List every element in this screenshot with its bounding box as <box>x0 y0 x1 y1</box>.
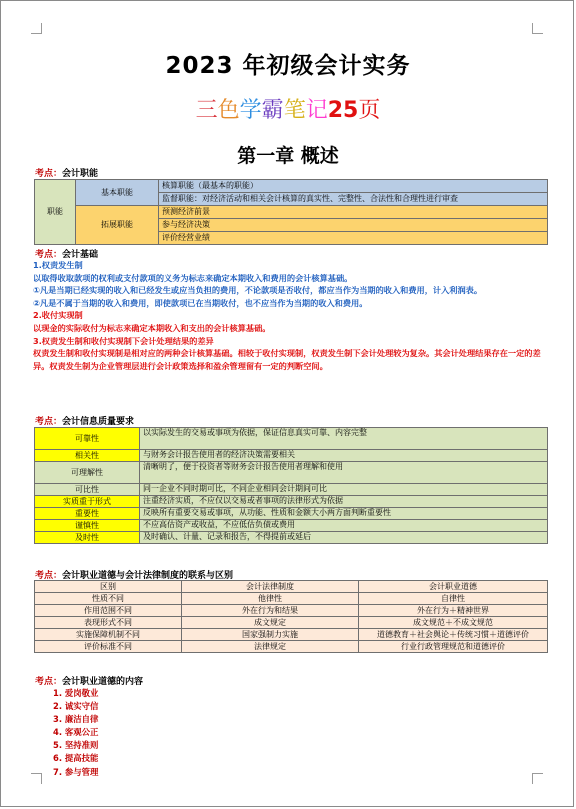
table-cell: 行业行政管理规范和道德评价 <box>359 641 548 653</box>
table-row <box>35 617 548 629</box>
quality-name: 谨慎性 <box>35 520 140 532</box>
extended-function-item: 预测经济前景 <box>159 206 548 219</box>
subtitle-char: 笔 <box>283 98 306 123</box>
quality-description: 不应高估资产或收益，不应低估负债或费用 <box>140 520 548 532</box>
table-row <box>35 428 548 450</box>
basic-function-item: 核算职能（最基本的职能） <box>159 180 548 193</box>
basis-paragraph: 以现金的实际收付为标志来确定本期收入和支出的会计核算基础。 <box>33 322 271 333</box>
quality-description: 注重经济实质，不应仅以交易或者事项的法律形式为依据 <box>140 496 548 508</box>
subtitle-char: 霸 <box>261 98 284 123</box>
ethics-law-table <box>34 580 548 653</box>
extended-function-item: 参与经济决策 <box>159 219 548 232</box>
document-title: 2023 年初级会计实务 <box>165 53 411 79</box>
table-row <box>35 532 548 544</box>
list-item: 1. 爱岗敬业 <box>53 688 99 698</box>
quality-name: 实质重于形式 <box>35 496 140 508</box>
extended-function-item: 评价经营业绩 <box>159 232 548 245</box>
quality-name: 可靠性 <box>35 428 140 450</box>
table-cell: 作用范围不同 <box>35 605 182 617</box>
table-cell: 成文规定 <box>182 617 359 629</box>
quality-description: 同一企业不同时期可比，不同企业相同会计期间可比 <box>140 484 548 496</box>
basis-paragraph: ①凡是当期已经实现的收入和已经发生或应当负担的费用，不论款项是否收付，都应当作为当期的收入和费用，计入利润表。 <box>33 285 483 296</box>
table-header: 会计法律制度 <box>182 581 359 593</box>
corner-mark <box>31 23 42 34</box>
table-row <box>35 593 548 605</box>
subtitle-char: 25 <box>327 98 359 123</box>
table-row <box>35 484 548 496</box>
list-item: 3. 廉洁自律 <box>53 714 99 725</box>
table-cell: 道德教育＋社会舆论＋传统习惯＋道德评价 <box>359 629 548 641</box>
table-cell: 国家强制力实施 <box>182 629 359 641</box>
quality-name: 及时性 <box>35 532 140 544</box>
table-cell: 实施保障机制不同 <box>35 629 182 641</box>
list-item: 4. 客观公正 <box>53 727 99 738</box>
list-item: 2. 诚实守信 <box>53 701 99 712</box>
section-heading-ethics-law: 考点：会计职业道德与会计法律制度的联系与区别 <box>35 571 234 581</box>
table-cell: 性质不同 <box>35 593 182 605</box>
functions-label: 职能 <box>35 180 76 245</box>
list-item: 5. 坚持准则 <box>53 740 99 751</box>
table-row <box>35 605 548 617</box>
quality-description: 与财务会计报告使用者的经济决策需要相关 <box>140 450 548 462</box>
table-row <box>35 462 548 484</box>
subtitle-char: 色 <box>217 98 240 123</box>
table-cell: 外在行为＋精神世界 <box>359 605 548 617</box>
table-header: 区别 <box>35 581 182 593</box>
basic-functions-label: 基本职能 <box>76 180 159 206</box>
section-heading-basis: 考点：会计基础 <box>35 250 99 260</box>
table-cell: 成文规范＋不成文规范 <box>359 617 548 629</box>
section-heading-quality: 考点：会计信息质量要求 <box>35 417 135 427</box>
accounting-basis-text <box>33 259 548 372</box>
chapter-title: 第一章 概述 <box>237 145 339 167</box>
quality-name: 可比性 <box>35 484 140 496</box>
basis-heading: 1.权责发生制 <box>33 260 83 270</box>
table-cell: 自律性 <box>359 593 548 605</box>
document-subtitle <box>1 93 575 124</box>
basis-heading: 3.权责发生制和收付实现制下会计处理结果的差异 <box>33 335 214 346</box>
list-item: 7. 参与管理 <box>53 766 99 777</box>
subtitle-char: 记 <box>305 98 328 123</box>
basis-paragraph: 权责发生制和收付实现制是相对应的两种会计核算基础。相较于收付实现制，权责发生制下会计处理较为复杂。其会计处理结果存在一定的差异。权责发生制为企业管理层进行会计政策选择和盈余管理留有一定的判断空间。 <box>33 348 541 371</box>
corner-mark <box>31 773 42 784</box>
basic-function-item: 监督职能：对经济活动和相关会计核算的真实性、完整性、合法性和合理性进行审查 <box>159 193 548 206</box>
basis-paragraph: 以取得收取款项的权利或支付款项的义务为标志来确定本期收入和费用的会计核算基础。 <box>33 272 353 283</box>
functions-table <box>34 179 548 245</box>
basis-paragraph: ②凡是不属于当期的收入和费用，即使款项已在当期收付，也不应当作为当期的收入和费用。 <box>33 297 368 308</box>
quality-description: 以实际发生的交易或事项为依据，保证信息真实可靠、内容完整 <box>140 428 548 450</box>
table-row <box>35 520 548 532</box>
ethics-content-list <box>53 687 98 779</box>
table-cell: 表现形式不同 <box>35 617 182 629</box>
quality-name: 重要性 <box>35 508 140 520</box>
quality-name: 相关性 <box>35 450 140 462</box>
section-heading-functions: 考点：会计职能 <box>35 169 99 179</box>
table-header: 会计职业道德 <box>359 581 548 593</box>
table-cell: 评价标准不同 <box>35 641 182 653</box>
section-heading-ethics-content: 考点：会计职业道德的内容 <box>35 677 144 687</box>
table-row <box>35 508 548 520</box>
table-row <box>35 450 548 462</box>
corner-mark <box>532 23 543 34</box>
subtitle-char: 三 <box>195 98 218 123</box>
table-row <box>35 496 548 508</box>
table-row <box>35 629 548 641</box>
quality-table <box>34 427 548 544</box>
corner-mark <box>532 773 543 784</box>
subtitle-char: 学 <box>239 98 262 123</box>
quality-description: 及时确认、计量、记录和报告，不得提前或延后 <box>140 532 548 544</box>
table-cell: 他律性 <box>182 593 359 605</box>
quality-name: 可理解性 <box>35 462 140 484</box>
quality-description: 反映所有重要交易或事项，从功能、性质和金额大小两方面判断重要性 <box>140 508 548 520</box>
table-row <box>35 641 548 653</box>
basis-heading: 2.收付实现制 <box>33 310 83 321</box>
quality-description: 清晰明了，便于投资者等财务会计报告使用者理解和使用 <box>140 462 548 484</box>
list-item: 6. 提高技能 <box>53 753 99 764</box>
extended-functions-label: 拓展职能 <box>76 206 159 245</box>
table-cell: 法律规定 <box>182 641 359 653</box>
subtitle-char: 页 <box>358 98 381 123</box>
table-cell: 外在行为和结果 <box>182 605 359 617</box>
